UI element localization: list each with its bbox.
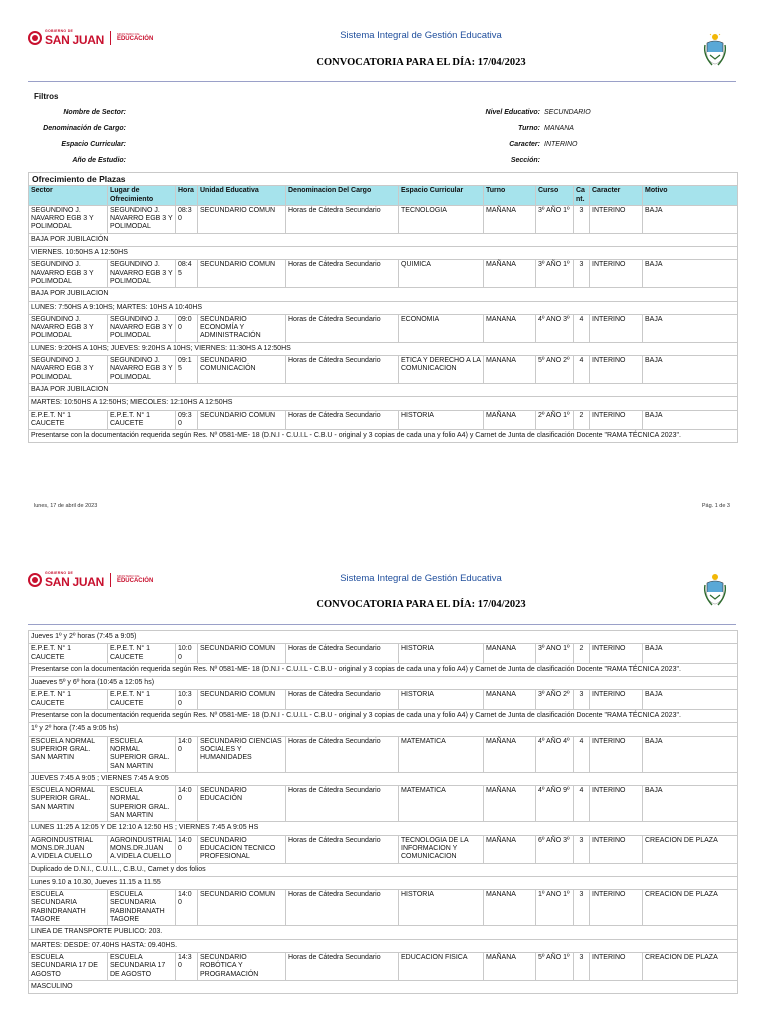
cell-turno: MAÑANA: [484, 952, 536, 980]
cell-cargo: Horas de Cátedra Secundario: [286, 205, 399, 233]
note-text: Lunes 9.10 a 10.30, Jueves 11.15 a 11.55: [29, 876, 738, 889]
table-row: [29, 410, 738, 430]
cell-caracter: INTERINO: [590, 205, 643, 233]
cell-unidad: SECUNDARIO ROBÓTICA Y PROGRAMACIÓN: [198, 952, 286, 980]
cell-espacio: QUIMICA: [399, 260, 484, 288]
cell-cant: 4: [574, 736, 590, 772]
note-row: [29, 397, 738, 410]
cell-espacio: HISTORIA: [399, 410, 484, 430]
cell-motivo: CREACION DE PLAZA: [643, 952, 738, 980]
cell-espacio: TECNOLOGIA: [399, 205, 484, 233]
col-header-unidad: Unidad Educativa: [198, 186, 286, 206]
note-text: 1º y 2º hora (7:45 a 9:05 hs): [29, 723, 738, 736]
cell-curso: 6º AÑO 3º: [536, 835, 574, 863]
province-crest-icon: [702, 573, 728, 607]
cell-hora: 09:15: [176, 356, 198, 384]
note-row: [29, 430, 738, 443]
cell-cargo: Horas de Cátedra Secundario: [286, 410, 399, 430]
cell-caracter: INTERINO: [590, 690, 643, 710]
cell-curso: 3º AÑO 1º: [536, 205, 574, 233]
cell-lugar: ESCUELA NORMAL SUPERIOR GRAL. SAN MARTIN: [108, 736, 176, 772]
cell-curso: 4º ANO 3º: [536, 314, 574, 342]
cell-cargo: Horas de Cátedra Secundario: [286, 786, 399, 822]
cell-espacio: TECNOLOGIA DE LA INFORMACION Y COMUNICACION: [399, 835, 484, 863]
cell-cant: 3: [574, 952, 590, 980]
cell-cargo: Horas de Cátedra Secundario: [286, 644, 399, 664]
cell-sector: E.P.E.T. N° 1 CAUCETE: [29, 644, 108, 664]
note-text: LUNES 11:25 A 12:05 Y DE 12:10 A 12:50 HS ; VIERNES 7:45 A 9:05 HS: [29, 822, 738, 835]
cell-turno: MANANA: [484, 690, 536, 710]
cell-turno: MAÑANA: [484, 835, 536, 863]
note-text: LINEA DE TRANSPORTE PUBLICO: 203.: [29, 926, 738, 939]
cell-caracter: INTERINO: [590, 260, 643, 288]
table-row: [29, 356, 738, 384]
cell-hora: 14:00: [176, 736, 198, 772]
cell-sector: ESCUELA NORMAL SUPERIOR GRAL. SAN MARTIN: [29, 786, 108, 822]
cell-turno: MANANA: [484, 356, 536, 384]
cell-lugar: ESCUELA SECUNDARIA RABINDRANATH TAGORE: [108, 890, 176, 926]
cell-espacio: ECONOMIA: [399, 314, 484, 342]
ministry-big-text: EDUCACIÓN: [116, 36, 154, 43]
cell-cant: 2: [574, 410, 590, 430]
table-row: [29, 260, 738, 288]
cell-motivo: BAJA: [643, 205, 738, 233]
note-row: [29, 939, 738, 952]
note-text: Duplicado de D.N.I., C.U.I.L., C.B.U., Carnet y dos folios: [29, 863, 738, 876]
table-row: [29, 890, 738, 926]
cell-caracter: INTERINO: [590, 410, 643, 430]
cell-unidad: SECUNDARIO COMUN: [198, 890, 286, 926]
col-header-turno: Turno: [484, 186, 536, 206]
cell-espacio: MATEMATICA: [399, 736, 484, 772]
ministry-small-text: MINISTERIO DE: [116, 574, 140, 579]
note-row: [29, 876, 738, 889]
cell-cant: 3: [574, 890, 590, 926]
cell-caracter: INTERINO: [590, 736, 643, 772]
cell-motivo: CREACION DE PLAZA: [643, 890, 738, 926]
cell-cant: 3: [574, 690, 590, 710]
note-text: VIERNES. 10:50HS A 12:50HS: [29, 247, 738, 260]
note-row: [29, 342, 738, 355]
note-text: JUEVES 7:45 A 9:05 ; VIERNES 7:45 A 9:05: [29, 772, 738, 785]
cell-sector: SEGUNDINO J. NAVARRO EGB 3 Y POLIMODAL: [29, 205, 108, 233]
note-row: [29, 980, 738, 993]
cell-unidad: SECUNDARIO COMUN: [198, 644, 286, 664]
cell-hora: 14:30: [176, 952, 198, 980]
cell-unidad: SECUNDARIO ECONOMÍA Y ADMINISTRACIÓN: [198, 314, 286, 342]
cell-lugar: ESCUELA SECUNDARIA 17 DE AGOSTO: [108, 952, 176, 980]
filter-label-cargo: Denominación de Cargo:: [43, 125, 126, 132]
note-text: BAJA POR JUBILACION: [29, 383, 738, 396]
cell-unidad: SECUNDARIO COMUN: [198, 205, 286, 233]
cell-motivo: BAJA: [643, 786, 738, 822]
note-row: [29, 822, 738, 835]
footer-date: lunes, 17 de abril de 2023: [34, 503, 98, 509]
table-row: [29, 314, 738, 342]
table-header-row: [29, 186, 738, 206]
cell-turno: MAÑANA: [484, 736, 536, 772]
cell-cargo: Horas de Cátedra Secundario: [286, 890, 399, 926]
cell-espacio: ETICA Y DERECHO A LA COMUNICACION: [399, 356, 484, 384]
col-header-espacio: Espacio Curricular: [399, 186, 484, 206]
ministry-big-text: EDUCACIÓN: [116, 578, 154, 585]
note-text: Presentarse con la documentación requerida según Res. Nº 0581-ME- 18 (D.N.I - C.U.I.L - C.B.U - original y 3 copias de cada una y folio A4) y Carnet de Junta de clasificación Docente "RAMA TÉCNICA 2023".: [29, 710, 738, 723]
note-text: MARTES: 10:50HS A 12:50HS; MIECOLES: 12:10HS A 12:50HS: [29, 397, 738, 410]
col-header-caracter: Caracter: [590, 186, 643, 206]
note-row: [29, 663, 738, 676]
cell-turno: MANANA: [484, 644, 536, 664]
table-row: [29, 835, 738, 863]
logo-small-text: GOBIERNO DE: [45, 571, 74, 575]
cell-sector: ESCUELA NORMAL SUPERIOR GRAL. SAN MARTIN: [29, 736, 108, 772]
table-row: [29, 786, 738, 822]
note-text: LUNES: 9:20HS A 10HS; JUEVES: 9:20HS A 10HS; VIERNES: 11:30HS A 12:50HS: [29, 342, 738, 355]
cell-turno: MAÑANA: [484, 410, 536, 430]
cell-curso: 3º AÑO 2º: [536, 690, 574, 710]
note-row: [29, 247, 738, 260]
cell-motivo: BAJA: [643, 690, 738, 710]
cell-sector: ESCUELA SECUNDARIA RABINDRANATH TAGORE: [29, 890, 108, 926]
cell-cant: 3: [574, 205, 590, 233]
cell-sector: E.P.E.T. N° 1 CAUCETE: [29, 410, 108, 430]
plazas-table-page-2: [28, 630, 738, 994]
cell-curso: 2º AÑO 1º: [536, 410, 574, 430]
cell-cargo: Horas de Cátedra Secundario: [286, 690, 399, 710]
cell-turno: MANANA: [484, 890, 536, 926]
filter-label-sector: Nombre de Sector:: [63, 109, 126, 116]
cell-hora: 10:30: [176, 690, 198, 710]
col-header-cant: Cant.: [574, 186, 590, 206]
cell-lugar: ESCUELA NORMAL SUPERIOR GRAL. SAN MARTIN: [108, 786, 176, 822]
table-row: [29, 690, 738, 710]
logo-big-text: SAN JUAN: [45, 574, 104, 589]
cell-sector: SEGUNDINO J. NAVARRO EGB 3 Y POLIMODAL: [29, 260, 108, 288]
cell-curso: 3º ANO 1º: [536, 644, 574, 664]
cell-unidad: SECUNDARIO CIENCIAS SOCIALES Y HUMANIDADES: [198, 736, 286, 772]
footer-page-number: Pág. 1 de 3: [701, 503, 730, 509]
cell-hora: 14:00: [176, 890, 198, 926]
cell-hora: 10:00: [176, 644, 198, 664]
table-row: [29, 952, 738, 980]
filter-label-nivel: Nivel Educativo:: [485, 109, 540, 116]
plazas-table-page-1: [28, 172, 738, 443]
cell-lugar: SEGUNDINO J. NAVARRO EGB 3 Y POLIMODAL: [108, 205, 176, 233]
note-text: Presentarse con la documentación requerida según Res. Nº 0581-ME- 18 (D.N.I - C.U.I.L - C.B.U - original y 3 copias de cada una y folio A4) y Carnet de Junta de clasificación Docente "RAMA TÉCNICA 2023".: [29, 663, 738, 676]
filters-panel: [28, 88, 736, 168]
filter-label-turno: Turno:: [517, 125, 540, 132]
note-text: LUNES: 7:50HS A 9:10HS; MARTES: 10HS A 10:40HS: [29, 301, 738, 314]
note-text: MASCULINO: [29, 980, 738, 993]
note-row: [29, 288, 738, 301]
note-row: [29, 233, 738, 246]
note-row: [29, 710, 738, 723]
cell-unidad: SECUNDARIO COMUNICACIÓN: [198, 356, 286, 384]
cell-curso: 5º AÑO 1º: [536, 952, 574, 980]
cell-espacio: EDUCACION FISICA: [399, 952, 484, 980]
cell-curso: 4º AÑO 9º: [536, 786, 574, 822]
cell-cant: 3: [574, 835, 590, 863]
cell-hora: 08:45: [176, 260, 198, 288]
note-row: [29, 772, 738, 785]
cell-turno: MAÑANA: [484, 205, 536, 233]
filter-value-caracter: INTERINO: [544, 141, 578, 148]
cell-cargo: Horas de Cátedra Secundario: [286, 736, 399, 772]
cell-espacio: HISTORIA: [399, 644, 484, 664]
note-row: [29, 301, 738, 314]
note-row: [29, 383, 738, 396]
note-row: [29, 677, 738, 690]
note-row: [29, 863, 738, 876]
page-footer: [34, 503, 730, 509]
cell-unidad: SECUNDARIO COMUN: [198, 410, 286, 430]
cell-turno: MANANA: [484, 314, 536, 342]
cell-motivo: BAJA: [643, 410, 738, 430]
note-text: Presentarse con la documentación requerida según Res. Nº 0581-ME- 18 (D.N.I - C.U.I.L - C.B.U - original y 3 copias de cada una y folio A4) y Carnet de Junta de clasificación Docente "RAMA TÉCNICA 2023".: [29, 430, 738, 443]
filter-label-espacio: Espacio Curricular:: [61, 141, 126, 148]
convocatoria-title: CONVOCATORIA PARA EL DÍA: 17/04/2023: [316, 57, 526, 68]
cell-unidad: SECUNDARIO EDUCACIÓN: [198, 786, 286, 822]
convocatoria-title: CONVOCATORIA PARA EL DÍA: 17/04/2023: [316, 599, 526, 610]
cell-motivo: CREACION DE PLAZA: [643, 835, 738, 863]
filter-label-caracter: Caracter:: [509, 141, 540, 148]
filter-value-nivel: SECUNDARIO: [544, 109, 591, 116]
cell-caracter: INTERINO: [590, 644, 643, 664]
col-header-hora: Hora: [176, 186, 198, 206]
filter-label-seccion: Sección:: [510, 157, 540, 164]
cell-motivo: BAJA: [643, 314, 738, 342]
cell-cant: 4: [574, 786, 590, 822]
page-separator: [0, 530, 768, 550]
col-header-motivo: Motivo: [643, 186, 738, 206]
cell-cargo: Horas de Cátedra Secundario: [286, 356, 399, 384]
cell-lugar: SEGUNDINO J. NAVARRO EGB 3 Y POLIMODAL: [108, 260, 176, 288]
cell-cargo: Horas de Cátedra Secundario: [286, 314, 399, 342]
cell-unidad: SECUNDARIO COMUN: [198, 690, 286, 710]
province-crest-icon: [702, 33, 728, 67]
cell-caracter: INTERINO: [590, 786, 643, 822]
cell-caracter: INTERINO: [590, 314, 643, 342]
cell-cargo: Horas de Cátedra Secundario: [286, 835, 399, 863]
col-header-curso: Curso: [536, 186, 574, 206]
cell-sector: SEGUNDINO J. NAVARRO EGB 3 Y POLIMODAL: [29, 356, 108, 384]
cell-cant: 2: [574, 644, 590, 664]
cell-cant: 4: [574, 356, 590, 384]
cell-caracter: INTERINO: [590, 952, 643, 980]
cell-lugar: SEGUNDINO J. NAVARRO EGB 3 Y POLIMODAL: [108, 314, 176, 342]
cell-cant: 3: [574, 260, 590, 288]
cell-espacio: HISTORIA: [399, 690, 484, 710]
note-row: [29, 723, 738, 736]
note-row: [29, 926, 738, 939]
note-text: Jueves 1º y 2º horas (7:45 a 9:05): [29, 631, 738, 644]
note-text: BAJA POR JUBILACION: [29, 288, 738, 301]
note-row: [29, 631, 738, 644]
cell-motivo: BAJA: [643, 260, 738, 288]
cell-curso: 1º ANO 1º: [536, 890, 574, 926]
cell-unidad: SECUNDARIO COMUN: [198, 260, 286, 288]
cell-curso: 3º AÑO 1º: [536, 260, 574, 288]
table-row: [29, 736, 738, 772]
cell-espacio: HISTORIA: [399, 890, 484, 926]
cell-sector: SEGUNDINO J. NAVARRO EGB 3 Y POLIMODAL: [29, 314, 108, 342]
col-header-cargo: Denominacion Del Cargo: [286, 186, 399, 206]
logo-big-text: SAN JUAN: [45, 32, 104, 47]
section-title: Ofrecimiento de Plazas: [29, 173, 738, 186]
system-title: Sistema Integral de Gestión Educativa: [340, 30, 502, 41]
cell-motivo: BAJA: [643, 736, 738, 772]
cell-hora: 08:30: [176, 205, 198, 233]
note-text: MARTES: DESDE: 07.40HS HASTA: 09.40HS.: [29, 939, 738, 952]
cell-hora: 09:30: [176, 410, 198, 430]
report-page-2: [0, 550, 768, 1024]
filter-label-anio: Año de Estudio:: [72, 157, 126, 164]
cell-hora: 14:00: [176, 786, 198, 822]
cell-espacio: MATEMATICA: [399, 786, 484, 822]
cell-lugar: E.P.E.T. N° 1 CAUCETE: [108, 644, 176, 664]
cell-motivo: BAJA: [643, 644, 738, 664]
cell-turno: MAÑANA: [484, 260, 536, 288]
cell-sector: E.P.E.T. N° 1 CAUCETE: [29, 690, 108, 710]
cell-curso: 4º AÑO 4º: [536, 736, 574, 772]
cell-hora: 14:00: [176, 835, 198, 863]
system-title: Sistema Integral de Gestión Educativa: [340, 573, 502, 584]
cell-lugar: SEGUNDINO J. NAVARRO EGB 3 Y POLIMODAL: [108, 356, 176, 384]
cell-lugar: E.P.E.T. N° 1 CAUCETE: [108, 410, 176, 430]
table-row: [29, 644, 738, 664]
filters-title: Filtros: [34, 92, 59, 101]
note-text: BAJA POR JUBILACIÓN: [29, 233, 738, 246]
cell-cargo: Horas de Cátedra Secundario: [286, 952, 399, 980]
filter-value-turno: MANANA: [544, 125, 574, 132]
cell-sector: AGROINDUSTRIAL MONS.DR.JUAN A.VIDELA CUELLO: [29, 835, 108, 863]
ministry-small-text: MINISTERIO DE: [116, 32, 140, 37]
cell-sector: ESCUELA SECUNDARIA 17 DE AGOSTO: [29, 952, 108, 980]
logo-small-text: GOBIERNO DE: [45, 29, 74, 33]
cell-caracter: INTERINO: [590, 835, 643, 863]
table-row: [29, 205, 738, 233]
cell-motivo: BAJA: [643, 356, 738, 384]
cell-cargo: Horas de Cátedra Secundario: [286, 260, 399, 288]
col-header-lugar: Lugar de Ofrecimiento: [108, 186, 176, 206]
cell-lugar: AGROINDUSTRIAL MONS.DR.JUAN A.VIDELA CUELLO: [108, 835, 176, 863]
cell-cant: 4: [574, 314, 590, 342]
cell-caracter: INTERINO: [590, 890, 643, 926]
note-text: Juaeves 5º y 6º hora (10:45 a 12:05 hs): [29, 677, 738, 690]
cell-lugar: E.P.E.T. N° 1 CAUCETE: [108, 690, 176, 710]
cell-hora: 09:00: [176, 314, 198, 342]
cell-unidad: SECUNDARIO EDUCACION TECNICO PROFESIONAL: [198, 835, 286, 863]
cell-turno: MAÑANA: [484, 786, 536, 822]
cell-curso: 5º ANO 2º: [536, 356, 574, 384]
col-header-sector: Sector: [29, 186, 108, 206]
cell-caracter: INTERINO: [590, 356, 643, 384]
